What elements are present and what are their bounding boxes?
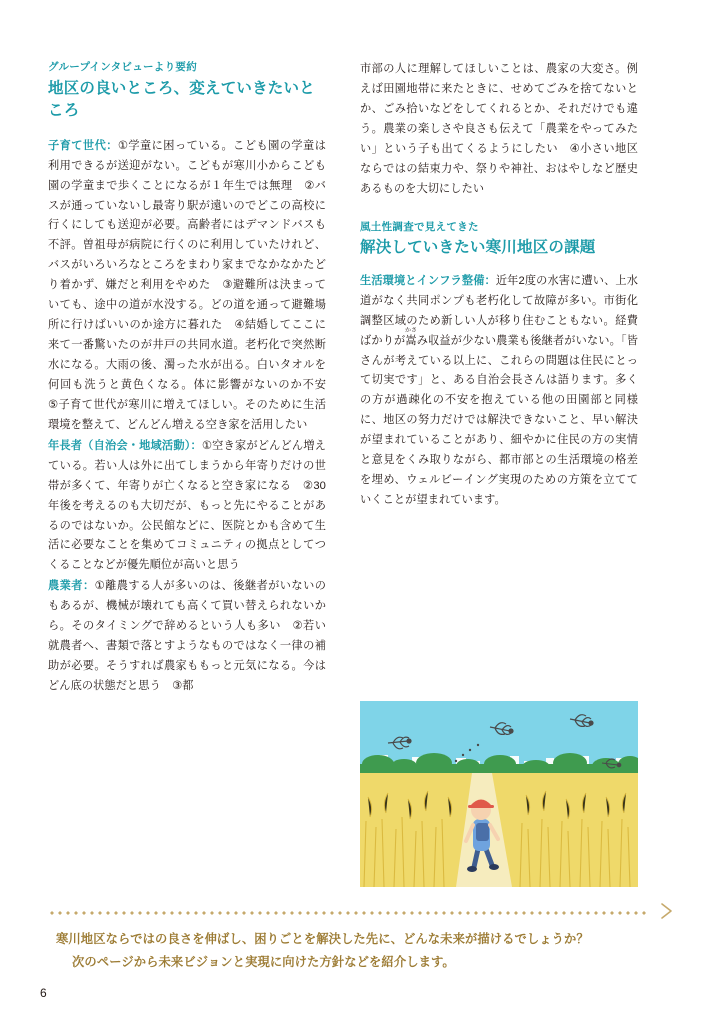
ruby-kasami bbox=[405, 327, 418, 347]
right-headline: 解決していきたい寒川地区の課題 bbox=[360, 239, 596, 257]
paragraph-body-infrastructure-part1: 近年2度の水害に遭い、上水道がなく共同ポンプも老朽化して故障が多い。市街化調整区域のため新しい人が移り住むこともない。経費ばかりが bbox=[360, 274, 638, 347]
paragraph-lead-elders: 年長者（自治会・地域活動）： bbox=[48, 439, 202, 452]
page-number: 6 bbox=[40, 986, 47, 1000]
paragraph-lead-infrastructure: 生活環境とインフラ整備： bbox=[360, 274, 496, 287]
paragraph-elders bbox=[48, 437, 326, 577]
paragraph-continuation: 市部の人に理解してほしいことは、農家の大変さ。例えば田園地帯に来たときに、せめてごみを捨てないとか、ごみ拾いなどをしてくれるとか、それだけでも違う。農業の楽しさや良さも伝えて「農業をやってみたい」という子も出てくるようにしたい ④小さい地区ならではの結束力や、祭りや神社、おはやしなど歴史あるものを大切にしたい bbox=[360, 63, 638, 195]
left-eyebrow: グループインタビューより要約 bbox=[48, 61, 197, 73]
ruby-base: 嵩 bbox=[405, 334, 418, 347]
callout-line-2: 次のページから未来ビジョンと実現に向けた方針などを紹介します。 bbox=[72, 954, 455, 969]
paragraph-farmers bbox=[48, 577, 326, 697]
paragraph-body-child-rearing: ①学童に困っている。こども園の学童は利用できるが送迎がない。こどもが寒川小からこども園の学童まで歩くことになるが１年生では無理 ②バスが通っていないし最寄り駅が遠いのでどこの高校に行くにしても送迎が必要。高齢者にはデマンドバスも不評。曽祖母が病院に行くのに利用していたけれど、バスがいろいろなところをまわり家までなかなかたどり着かず、嫌だと利用をやめた ③避難所は決まっていても、途中の道が水没する。どの道を通って避難場所に行けばいいのか途方に暮れた ④結婚してここに来て一番驚いたのが井戸の共同水道。老朽化で突然断水になる。大雨の後、濁った水が出る。白いタオルを何回も洗うと黄色くなる。体に影響がないのか不安 ⑤子育て世代が寒川に増えてほしい。そのために生活環境を整えて、どんどん増える空き家を活用したい bbox=[48, 139, 338, 431]
paragraph-child-rearing bbox=[48, 137, 338, 436]
paragraph-body-elders: ①空き家がどんどん増えている。若い人は外に出てしまうから年寄りだけの世帯が多くて、年寄りが亡くなると空き家になる ②30年後を考えるのも大切だが、もっと先にやることがあるのではないか。公民館などに、医院とかも含めて生活に必要なことを集めてコミュニティの拠点としてつくることなどが優先順位が高いと思う bbox=[48, 439, 326, 572]
dotted-line bbox=[48, 911, 648, 915]
rice-field-illustration bbox=[360, 701, 638, 887]
paragraph-lead-child-rearing: 子育て世代： bbox=[48, 139, 118, 152]
right-column bbox=[360, 60, 638, 513]
arrow-right-icon bbox=[658, 902, 676, 920]
column-spacer bbox=[360, 202, 638, 220]
paragraph-lead-farmers: 農業者： bbox=[48, 580, 95, 593]
callout-text bbox=[48, 928, 676, 973]
left-column bbox=[48, 60, 338, 698]
left-headline: 地区の良いところ、変えていきたいところ bbox=[48, 79, 315, 120]
ruby-text: かさ bbox=[405, 327, 418, 334]
dotted-rule bbox=[48, 908, 676, 918]
right-eyebrow: 風土性調査で見えてきた bbox=[360, 220, 479, 233]
callout-line-1: 寒川地区ならではの良さを伸ばし、困りごとを解決した先に、どんな未来が描けるでしょうか？ bbox=[56, 932, 589, 946]
paragraph-infrastructure bbox=[360, 272, 638, 511]
paragraph-body-infrastructure-part2: み収益が少ない農業も後継者がいない。「皆さんが考えている以上に、これらの問題は住民にとって切実です」と、ある自治会長さんは語ります。多くの方が過疎化の不安を抱えている他の田園部と同様に、地区の努力だけでは解決できないこと、早い解決が望まれていることがあり、細やかに住民の方の実情と意見をくみ取りながら、都市部との生活環境の格差を埋め、ウェルビーイング実現のための方策を立てていくことが望まれています。 bbox=[360, 334, 638, 507]
paragraph-body-farmers: ①離農する人が多いのは、後継者がいないのもあるが、機械が壊れても高くて買い替えられないから。そのタイミングで辞めるという人も多い ②若い就農者へ、書類で落とすようなものではなく一律の補助が必要。そうすれば農家ももっと元気になる。今はどん底の状態だと思う ③都 bbox=[48, 580, 327, 692]
bottom-callout bbox=[48, 908, 676, 973]
